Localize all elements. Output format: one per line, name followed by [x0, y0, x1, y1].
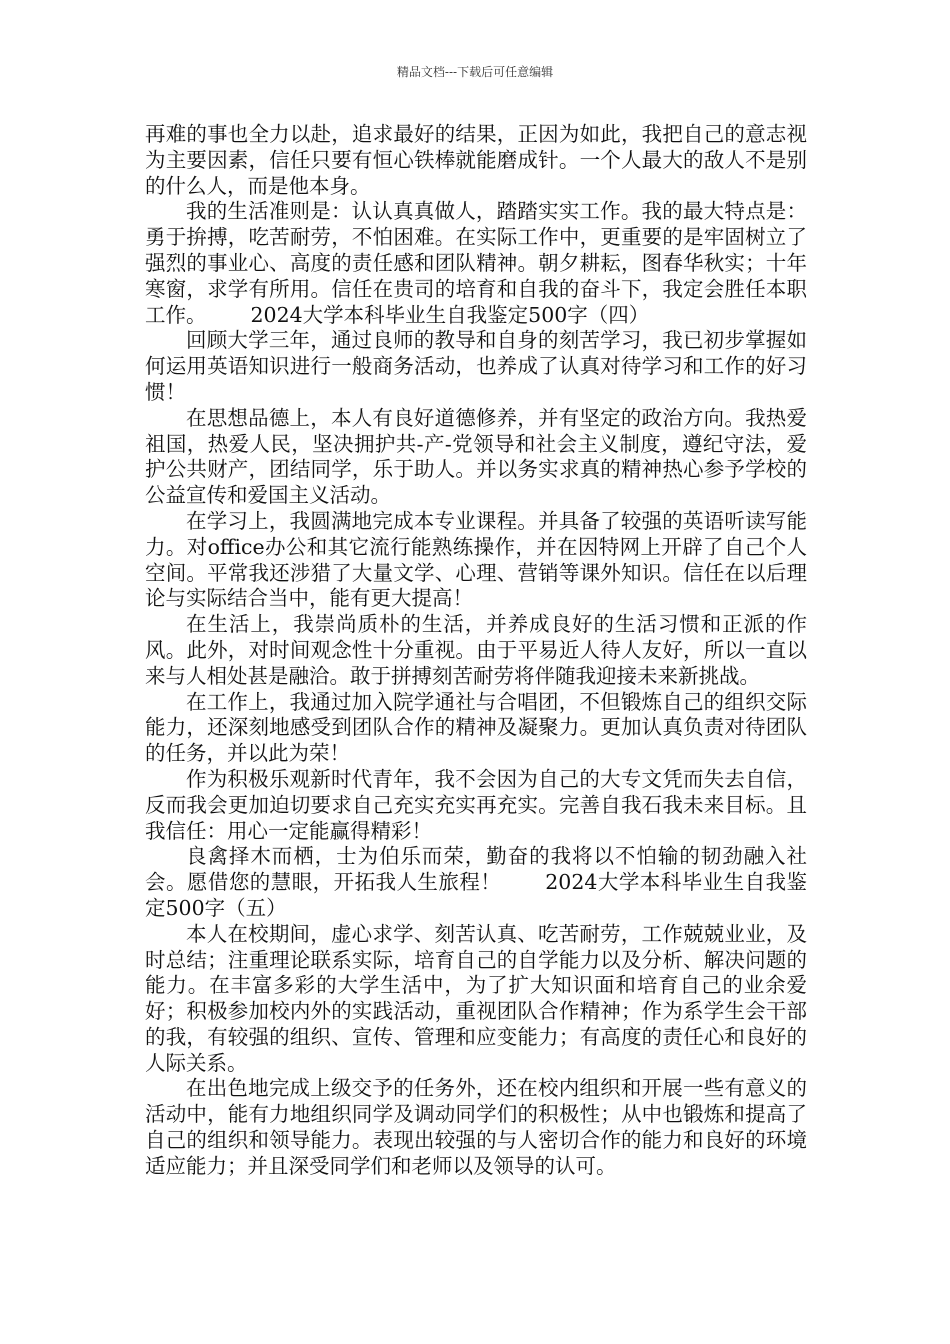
paragraph-text: 在出色地完成上级交予的任务外，还在校内组织和开展一些有意义的活动中，能有力地组织同学及调动同学们的积极性；从中也锻炼和提高了自己的组织和领导能力。表现出较强的与人密切合作的能力和良好的环境适应能力；并且深受同学们和老师以及领导的认可。	[145, 1076, 807, 1178]
paragraph-text: 在思想品德上，本人有良好道德修养，并有坚定的政治方向。我热爱祖国，热爱人民，坚决拥护共-产-党领导和社会主义制度，遵纪守法，爱护公共财产，团结同学，乐于助人。并以务实求真的精神热心参予学校的公益宣传和爱国主义活动。	[145, 405, 807, 508]
paragraph	[145, 509, 807, 612]
paragraph-text: 良禽择木而栖，士为伯乐而荣，勤奋的我将以不怕输的韧劲融入社会。愿借您的慧眼，开拓我人生旅程！	[145, 844, 807, 895]
paragraph-text: 再难的事也全力以赴，追求最好的结果，正因为如此，我把自己的意志视为主要因素，信任只要有恒心铁棒就能磨成针。一个人最大的敌人不是别的什么人，而是他本身。	[145, 122, 807, 198]
section-heading: 2024大学本科毕业生自我鉴定500字（四）	[250, 302, 650, 327]
paragraph	[145, 406, 807, 509]
paragraph-text: 回顾大学三年，通过良师的教导和自身的刻苦学习，我已初步掌握如何运用英语知识进行一般商务活动，也养成了认真对待学习和工作的好习惯！	[145, 328, 807, 404]
paragraph	[145, 1076, 807, 1179]
section-heading: 2024大学本科毕业生自我鉴定500字（五）	[145, 870, 808, 920]
paragraph	[145, 922, 807, 1077]
paragraph-text: 本人在校期间，虚心求学、刻苦认真、吃苦耐劳，工作兢兢业业，及时总结；注重理论联系实际，培育自己的自学能力以及分析、解决问题的能力。在丰富多彩的大学生活中，为了扩大知识面和培育自己的业余爱好；积极参加校内外的实践活动，重视团队合作精神；作为系学生会干部的我，有较强的组织、宣传、管理和应变能力；有高度的责任心和良好的人际关系。	[145, 921, 807, 1075]
paragraph	[145, 328, 807, 405]
paragraph-text: 在生活上，我崇尚质朴的生活，并养成良好的生活习惯和正派的作风。此外，对时间观念性十分重视。由于平易近人待人友好，所以一直以来与人相处甚是融洽。敢于拼搏刻苦耐劳将伴随我迎接未来新挑战。	[145, 612, 807, 688]
paragraph-text: 我的生活准则是：认认真真做人，踏踏实实工作。我的最大特点是：勇于拚搏，吃苦耐劳，不怕困难。在实际工作中，更重要的是牢固树立了强烈的事业心、高度的责任感和团队精神。朝夕耕耘，图春华秋实；十年寒窗，求学有所用。信任在贵司的培育和自我的奋斗下，我定会胜任本职工作。	[145, 199, 807, 327]
paragraph	[145, 199, 807, 328]
paragraph	[145, 612, 807, 689]
paragraph	[145, 122, 807, 199]
paragraph-text: 在学习上，我圆满地完成本专业课程。并具备了较强的英语听读写能力。对office办公和其它流行能熟练操作，并在因特网上开辟了自己个人空间。平常我还涉猎了大量文学、心理、营销等课外知识。信任在以后理论与实际结合当中，能有更大提高！	[145, 508, 807, 611]
paragraph-text: 作为积极乐观新时代青年，我不会因为自己的大专文凭而失去自信，反而我会更加迫切要求自己充实充实再充实。完善自我石我未来目标。且我信任：用心一定能赢得精彩！	[145, 766, 807, 843]
page-header: 精品文档---下载后可任意编辑	[396, 65, 554, 79]
document-body	[145, 122, 807, 1180]
paragraph	[145, 767, 807, 844]
paragraph-text: 在工作上，我通过加入院学通社与合唱团，不但锻炼自己的组织交际能力，还深刻地感受到团队合作的精神及凝聚力。更加认真负责对待团队的任务，并以此为荣！	[145, 689, 807, 766]
paragraph	[145, 844, 807, 921]
paragraph	[145, 690, 807, 767]
